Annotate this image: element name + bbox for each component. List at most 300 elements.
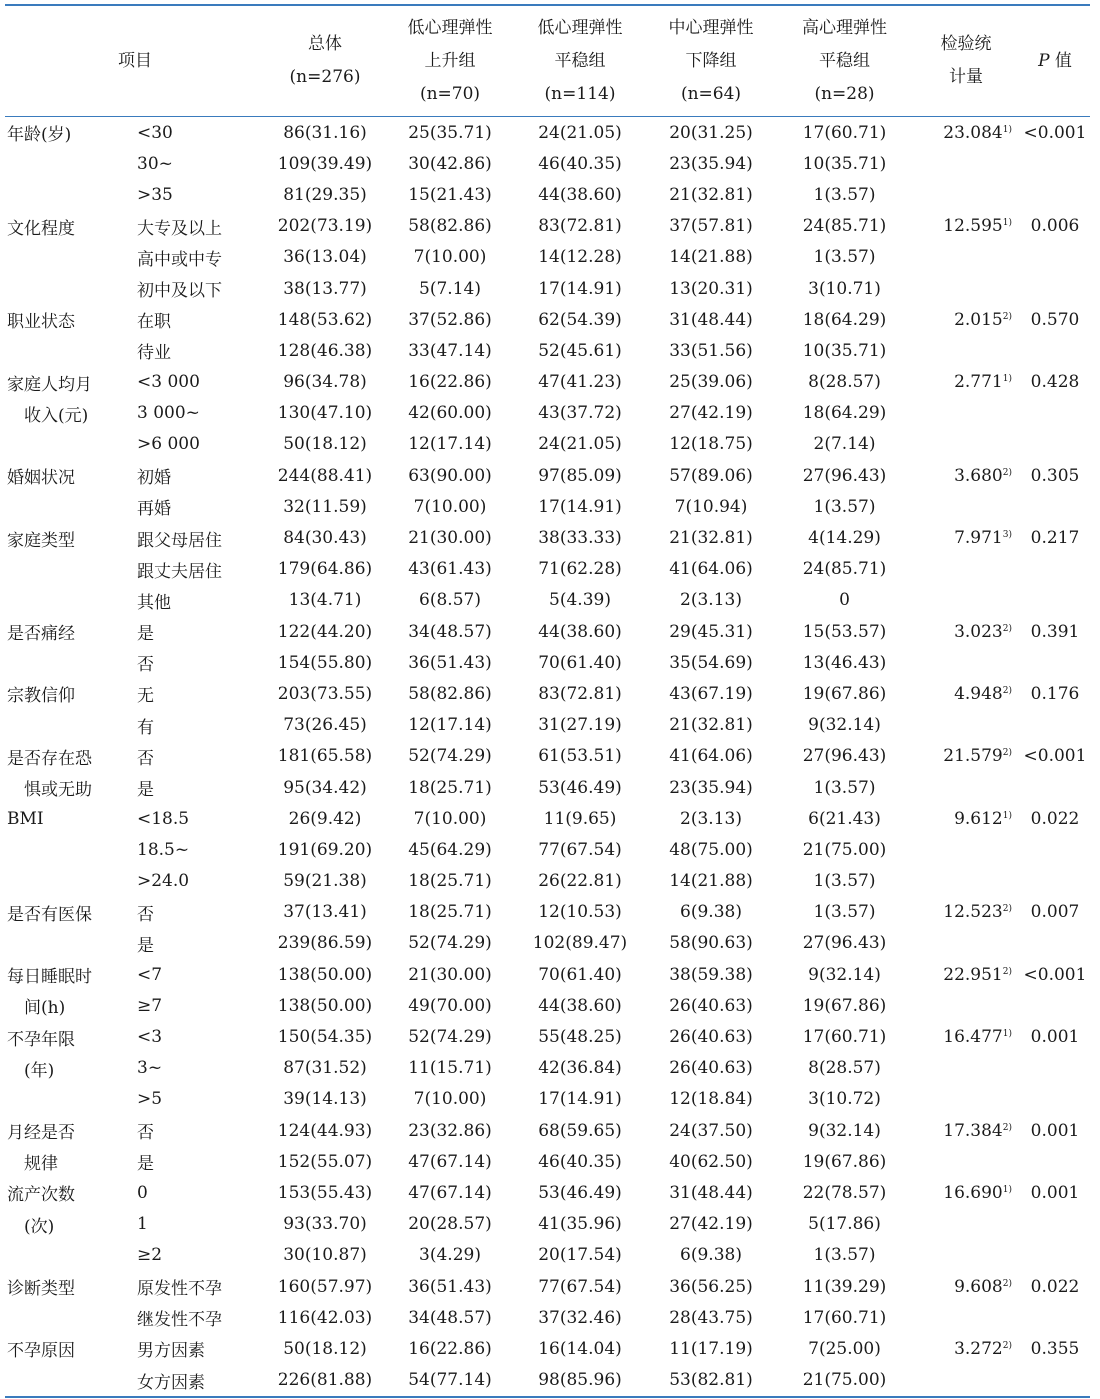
footnote-marker: 2) [1002, 623, 1012, 634]
row-item: 年龄(岁) [7, 125, 72, 146]
table-row [5, 834, 1090, 865]
row-subgroup: <3 000 [137, 372, 200, 393]
footnote-marker: 2) [1002, 1122, 1012, 1133]
table-row [5, 803, 1090, 834]
row-group-1: 16(22.86) [408, 372, 492, 393]
row-statistic [912, 242, 1020, 273]
row-group-4: 6(21.43) [808, 808, 881, 829]
row-subgroup: 3 000~ [137, 403, 200, 424]
table-row [5, 491, 1090, 522]
row-group-3: 24(37.50) [669, 1120, 753, 1141]
row-group-2: 77(67.54) [538, 1276, 622, 1297]
row-p-value: 0.022 [1030, 808, 1080, 829]
row-subgroup: 其他 [137, 592, 171, 613]
row-group-1: 63(90.00) [408, 465, 492, 486]
table-row [5, 1084, 1090, 1115]
row-subgroup: >5 [137, 1089, 163, 1110]
row-group-3: 14(21.88) [669, 247, 753, 268]
footnote-marker: 2) [1002, 904, 1012, 915]
row-item [5, 242, 135, 273]
row-group-4: 19(67.86) [802, 1151, 887, 1172]
footnote-marker: 2) [1002, 311, 1012, 322]
row-group-2: 68(59.65) [538, 1120, 622, 1141]
row-total: 152(55.07) [277, 1151, 373, 1172]
row-group-4: 17(60.71) [802, 122, 887, 143]
row-group-2: 70(61.40) [538, 652, 622, 673]
row-group-2: 102(89.47) [532, 933, 628, 954]
row-total: 239(86.59) [277, 933, 373, 954]
row-group-3: 36(56.25) [669, 1276, 753, 1297]
row-group-1: 21(30.00) [408, 528, 492, 549]
row-item [5, 1240, 135, 1271]
row-item: 规律 [7, 1154, 58, 1175]
row-total: 122(44.20) [277, 621, 373, 642]
table-row [5, 460, 1090, 491]
row-p-value: 0.001 [1030, 1027, 1080, 1048]
row-item: 家庭类型 [7, 530, 75, 551]
row-total: 191(69.20) [277, 839, 373, 860]
footnote-marker: 2) [1002, 467, 1012, 478]
row-p-value: 0.176 [1030, 683, 1080, 704]
row-group-3: 2(3.13) [680, 590, 742, 611]
table-row [5, 1021, 1090, 1052]
row-group-1: 23(32.86) [408, 1120, 492, 1141]
row-subgroup: 0 [137, 1182, 148, 1203]
row-group-3: 28(43.75) [669, 1307, 753, 1328]
row-group-2: 53(46.49) [538, 777, 622, 798]
row-group-1: 18(25.71) [408, 902, 492, 923]
row-item [5, 335, 135, 366]
row-subgroup: 初中及以下 [137, 281, 222, 302]
row-subgroup: <18.5 [137, 808, 190, 829]
row-total: 138(50.00) [277, 995, 373, 1016]
row-subgroup: 否 [137, 655, 154, 676]
row-p-value [1020, 1240, 1090, 1271]
row-group-3: 13(20.31) [669, 278, 753, 299]
row-group-3: 58(90.63) [669, 933, 753, 954]
row-subgroup: 初婚 [137, 468, 171, 489]
table-row [5, 398, 1090, 429]
row-subgroup: 1 [137, 1214, 148, 1235]
row-item [5, 1302, 135, 1333]
table-row [5, 554, 1090, 585]
table-row [5, 897, 1090, 928]
row-group-2: 14(12.28) [538, 247, 622, 268]
row-item: 是否有医保 [7, 904, 92, 925]
table-row [5, 335, 1090, 366]
row-group-2: 24(21.05) [538, 122, 622, 143]
row-statistic [912, 429, 1020, 460]
row-p-value: <0.001 [1023, 746, 1087, 767]
row-statistic: 9.608$^{2)}$ [954, 1276, 1012, 1297]
row-group-2: 44(38.60) [538, 621, 622, 642]
table-row [5, 211, 1090, 242]
row-item: 文化程度 [7, 218, 75, 239]
row-item [5, 554, 135, 585]
row-item: 流产次数 [7, 1185, 75, 1206]
row-statistic [912, 273, 1020, 304]
row-subgroup: 再婚 [137, 499, 171, 520]
row-subgroup: ≥7 [137, 995, 163, 1016]
row-group-1: 20(28.57) [408, 1214, 492, 1235]
table-row [5, 678, 1090, 709]
table-row [5, 1209, 1090, 1240]
row-p-value [1020, 1365, 1090, 1397]
row-group-3: 26(40.63) [669, 995, 753, 1016]
table-row [5, 959, 1090, 990]
row-p-value [1020, 335, 1090, 366]
row-item [5, 1084, 135, 1115]
footnote-marker: 2) [1002, 1278, 1012, 1289]
row-statistic [912, 990, 1020, 1021]
row-group-1: 7(10.00) [413, 247, 487, 268]
row-p-value [1020, 1302, 1090, 1333]
footnote-marker: 1) [1002, 1184, 1012, 1195]
row-total: 73(26.45) [283, 715, 367, 736]
table-row [5, 710, 1090, 741]
row-item [5, 647, 135, 678]
row-subgroup: 30~ [137, 153, 173, 174]
row-statistic: 2.771$^{1)}$ [954, 372, 1012, 393]
table-row [5, 866, 1090, 897]
row-subgroup: 否 [137, 904, 154, 925]
row-group-1: 34(48.57) [408, 1307, 492, 1328]
table-row [5, 522, 1090, 553]
row-total: 37(13.41) [283, 902, 367, 923]
row-group-3: 41(64.06) [669, 559, 753, 580]
row-group-3: 40(62.50) [669, 1151, 753, 1172]
row-group-4: 17(60.71) [802, 1027, 887, 1048]
row-group-2: 97(85.09) [538, 465, 622, 486]
row-item: 收入(元) [7, 405, 89, 426]
row-p-value [1020, 242, 1090, 273]
row-group-1: 34(48.57) [408, 621, 492, 642]
row-item: 职业状态 [7, 312, 75, 333]
table-row [5, 1271, 1090, 1302]
row-group-4: 10(35.71) [802, 153, 887, 174]
row-statistic [912, 491, 1020, 522]
row-group-4: 18(64.29) [802, 309, 887, 330]
header-group-1: 低心理弹性 上升组 (n=70) [385, 5, 515, 117]
row-group-3: 25(39.06) [669, 372, 753, 393]
row-group-1: 52(74.29) [408, 933, 492, 954]
row-p-value [1020, 834, 1090, 865]
row-statistic: 23.084$^{1)}$ [943, 122, 1012, 143]
row-item: 是否痛经 [7, 624, 75, 645]
footnote-marker: 2) [1002, 966, 1012, 977]
row-group-1: 12(17.14) [408, 715, 492, 736]
row-group-4: 1(3.57) [813, 777, 876, 798]
table-row [5, 179, 1090, 210]
row-statistic: 17.384$^{2)}$ [943, 1120, 1012, 1141]
row-subgroup: 待业 [137, 343, 171, 364]
row-group-2: 20(17.54) [538, 1245, 622, 1266]
row-group-4: 0 [839, 590, 850, 611]
row-group-1: 21(30.00) [408, 964, 492, 985]
row-statistic [912, 1209, 1020, 1240]
row-subgroup: <30 [137, 122, 173, 143]
row-item [5, 834, 135, 865]
row-statistic [912, 1146, 1020, 1177]
row-subgroup: 无 [137, 686, 154, 707]
row-p-value: <0.001 [1023, 122, 1087, 143]
row-total: 39(14.13) [283, 1089, 367, 1110]
row-group-4: 8(28.57) [808, 372, 881, 393]
row-group-3: 48(75.00) [669, 839, 753, 860]
row-group-2: 53(46.49) [538, 1182, 622, 1203]
row-item: (次) [7, 1216, 55, 1237]
row-total: 38(13.77) [283, 278, 367, 299]
footnote-marker: 2) [1002, 685, 1012, 696]
row-group-2: 37(32.46) [538, 1307, 622, 1328]
row-statistic: 22.951$^{2)}$ [943, 964, 1012, 985]
row-total: 148(53.62) [277, 309, 373, 330]
row-p-value: 0.355 [1030, 1338, 1080, 1359]
row-group-2: 43(37.72) [538, 403, 622, 424]
row-statistic: 7.971$^{3)}$ [954, 528, 1012, 549]
row-p-value [1020, 1146, 1090, 1177]
table-row [5, 242, 1090, 273]
row-group-2: 16(14.04) [538, 1338, 622, 1359]
row-group-4: 3(10.71) [808, 278, 881, 299]
row-group-3: 23(35.94) [669, 153, 753, 174]
row-p-value [1020, 1053, 1090, 1084]
row-total: 26(9.42) [288, 808, 362, 829]
data-table [5, 4, 1090, 1398]
table-row [5, 647, 1090, 678]
row-group-2: 44(38.60) [538, 184, 622, 205]
row-group-4: 27(96.43) [802, 465, 887, 486]
row-p-value [1020, 928, 1090, 959]
row-group-1: 25(35.71) [408, 122, 492, 143]
row-group-3: 21(32.81) [669, 715, 753, 736]
row-statistic: 4.948$^{2)}$ [954, 683, 1012, 704]
row-item [5, 179, 135, 210]
row-p-value [1020, 554, 1090, 585]
row-p-value: 0.428 [1030, 372, 1080, 393]
row-item [5, 148, 135, 179]
row-group-4: 9(32.14) [808, 1120, 881, 1141]
row-p-value: 0.001 [1030, 1182, 1080, 1203]
row-group-4: 21(75.00) [777, 1365, 912, 1397]
table-header [5, 5, 1090, 117]
row-group-2: 71(62.28) [538, 559, 622, 580]
row-group-1: 33(47.14) [408, 340, 492, 361]
row-group-3: 26(40.63) [669, 1058, 753, 1079]
row-group-4: 9(32.14) [808, 715, 881, 736]
row-group-1: 47(67.14) [408, 1151, 492, 1172]
row-total: 13(4.71) [288, 590, 362, 611]
row-group-1: 16(22.86) [408, 1338, 492, 1359]
row-subgroup: 男方因素 [137, 1341, 205, 1362]
row-group-2: 17(14.91) [538, 1089, 622, 1110]
row-total: 95(34.42) [283, 777, 367, 798]
row-group-4: 5(17.86) [808, 1214, 881, 1235]
row-total: 50(18.12) [283, 434, 367, 455]
row-item: 惧或无助 [7, 780, 92, 801]
row-group-2: 12(10.53) [538, 902, 622, 923]
row-p-value: 0.391 [1030, 621, 1080, 642]
row-total: 202(73.19) [277, 216, 373, 237]
row-group-2: 83(72.81) [538, 683, 622, 704]
row-group-4: 1(3.57) [813, 496, 876, 517]
row-total: 130(47.10) [277, 403, 373, 424]
row-group-3: 21(32.81) [669, 528, 753, 549]
row-group-2: 70(61.40) [538, 964, 622, 985]
row-group-2: 83(72.81) [538, 216, 622, 237]
row-group-1: 12(17.14) [408, 434, 492, 455]
row-group-2: 38(33.33) [538, 528, 622, 549]
row-group-1: 6(8.57) [419, 590, 481, 611]
row-group-1: 49(70.00) [408, 995, 492, 1016]
row-group-3: 31(48.44) [669, 1182, 753, 1203]
row-group-1: 45(64.29) [408, 839, 492, 860]
table-row [5, 585, 1090, 616]
row-group-1: 11(15.71) [408, 1058, 492, 1079]
row-statistic: 16.690$^{1)}$ [943, 1182, 1012, 1203]
row-total: 59(21.38) [283, 871, 367, 892]
row-group-2: 55(48.25) [538, 1027, 622, 1048]
row-group-2: 44(38.60) [538, 995, 622, 1016]
row-statistic: 3.023$^{2)}$ [954, 621, 1012, 642]
row-group-2: 26(22.81) [538, 871, 622, 892]
footnote-marker: 1) [1002, 1029, 1012, 1040]
row-group-1: 42(60.00) [408, 403, 492, 424]
row-group-2: 98(85.96) [515, 1365, 645, 1397]
row-total: 87(31.52) [283, 1058, 367, 1079]
row-group-1: 5(7.14) [419, 278, 481, 299]
row-subgroup: >6 000 [137, 434, 200, 455]
row-subgroup: 在职 [137, 312, 171, 333]
row-group-3: 6(9.38) [680, 902, 742, 923]
row-statistic: 3.680$^{2)}$ [954, 465, 1012, 486]
table-row [5, 772, 1090, 803]
row-statistic [912, 1365, 1020, 1397]
row-statistic [912, 554, 1020, 585]
row-item: 间(h) [7, 998, 66, 1019]
row-group-1: 7(10.00) [413, 496, 487, 517]
row-group-2: 17(14.91) [538, 278, 622, 299]
row-subgroup: ≥2 [137, 1245, 163, 1266]
row-total: 179(64.86) [277, 559, 373, 580]
row-group-4: 9(32.14) [808, 964, 881, 985]
row-p-value [1020, 647, 1090, 678]
row-group-2: 31(27.19) [538, 715, 622, 736]
row-item: (年) [7, 1060, 55, 1081]
header-statistic: 检验统 计量 [912, 5, 1020, 117]
row-item [5, 1365, 135, 1397]
row-statistic [912, 179, 1020, 210]
row-item [5, 429, 135, 460]
table-row [5, 741, 1090, 772]
row-group-2: 46(40.35) [538, 153, 622, 174]
row-statistic [912, 866, 1020, 897]
row-p-value: 0.001 [1030, 1120, 1080, 1141]
row-subgroup: <7 [137, 964, 163, 985]
row-p-value [1020, 398, 1090, 429]
table-row [5, 928, 1090, 959]
row-group-2: 42(36.84) [538, 1058, 622, 1079]
table-row [5, 1365, 1090, 1397]
row-total: 30(10.87) [283, 1245, 367, 1266]
header-p-value: P 值 [1020, 5, 1090, 117]
row-group-3: 43(67.19) [669, 683, 753, 704]
row-group-1: 15(21.43) [408, 184, 492, 205]
row-subgroup: 有 [137, 717, 154, 738]
row-item: 婚姻状况 [7, 468, 75, 489]
row-group-3: 26(40.63) [669, 1027, 753, 1048]
row-group-4: 11(39.29) [802, 1276, 887, 1297]
row-group-4: 17(60.71) [802, 1307, 887, 1328]
row-subgroup: 高中或中专 [137, 249, 222, 270]
row-group-1: 37(52.86) [408, 309, 492, 330]
row-group-3: 2(3.13) [680, 808, 742, 829]
row-group-1: 18(25.71) [408, 871, 492, 892]
row-group-4: 24(85.71) [802, 216, 887, 237]
table-row [5, 1115, 1090, 1146]
row-item [5, 928, 135, 959]
row-group-2: 47(41.23) [538, 372, 622, 393]
row-group-4: 27(96.43) [802, 933, 887, 954]
row-group-2: 61(53.51) [538, 746, 622, 767]
row-group-4: 1(3.57) [813, 1245, 876, 1266]
row-statistic: 12.523$^{2)}$ [943, 902, 1012, 923]
row-group-1: 3(4.29) [419, 1245, 481, 1266]
row-subgroup: 是 [137, 624, 154, 645]
row-item: 是否存在恐 [7, 748, 92, 769]
row-total: 226(81.88) [265, 1365, 385, 1397]
row-p-value: 0.217 [1030, 528, 1080, 549]
row-group-4: 7(25.00) [808, 1338, 881, 1359]
row-subgroup: 原发性不孕 [137, 1279, 222, 1300]
row-total: 81(29.35) [283, 184, 367, 205]
footnote-marker: 2) [1002, 748, 1012, 759]
row-group-3: 57(89.06) [669, 465, 753, 486]
row-group-1: 36(51.43) [408, 1276, 492, 1297]
row-item: 月经是否 [7, 1123, 75, 1144]
row-group-2: 11(9.65) [543, 808, 617, 829]
row-group-4: 2(7.14) [813, 434, 876, 455]
row-group-3: 38(59.38) [669, 964, 753, 985]
row-item: 每日睡眠时 [7, 967, 92, 988]
row-statistic [912, 1240, 1020, 1271]
row-group-3: 12(18.75) [669, 434, 753, 455]
row-p-value [1020, 710, 1090, 741]
row-statistic: 16.477$^{1)}$ [943, 1027, 1012, 1048]
row-p-value: 0.305 [1030, 465, 1080, 486]
row-group-4: 3(10.72) [808, 1089, 881, 1110]
row-group-3: 27(42.19) [669, 403, 753, 424]
row-statistic: 9.612$^{1)}$ [954, 808, 1012, 829]
row-group-3: 7(10.94) [674, 496, 748, 517]
table-row [5, 117, 1090, 149]
row-total: 109(39.49) [277, 153, 373, 174]
row-group-3: 11(17.19) [669, 1338, 753, 1359]
row-group-2: 77(67.54) [538, 839, 622, 860]
row-group-4: 8(28.57) [808, 1058, 881, 1079]
row-group-4: 22(78.57) [802, 1182, 887, 1203]
row-total: 154(55.80) [277, 652, 373, 673]
table-row [5, 273, 1090, 304]
row-group-1: 58(82.86) [408, 216, 492, 237]
row-item: 诊断类型 [7, 1279, 75, 1300]
table-row [5, 1146, 1090, 1177]
row-group-3: 35(54.69) [669, 652, 753, 673]
row-group-3: 27(42.19) [669, 1214, 753, 1235]
row-group-4: 1(3.57) [813, 902, 876, 923]
table-row [5, 429, 1090, 460]
row-p-value: 0.022 [1030, 1276, 1080, 1297]
